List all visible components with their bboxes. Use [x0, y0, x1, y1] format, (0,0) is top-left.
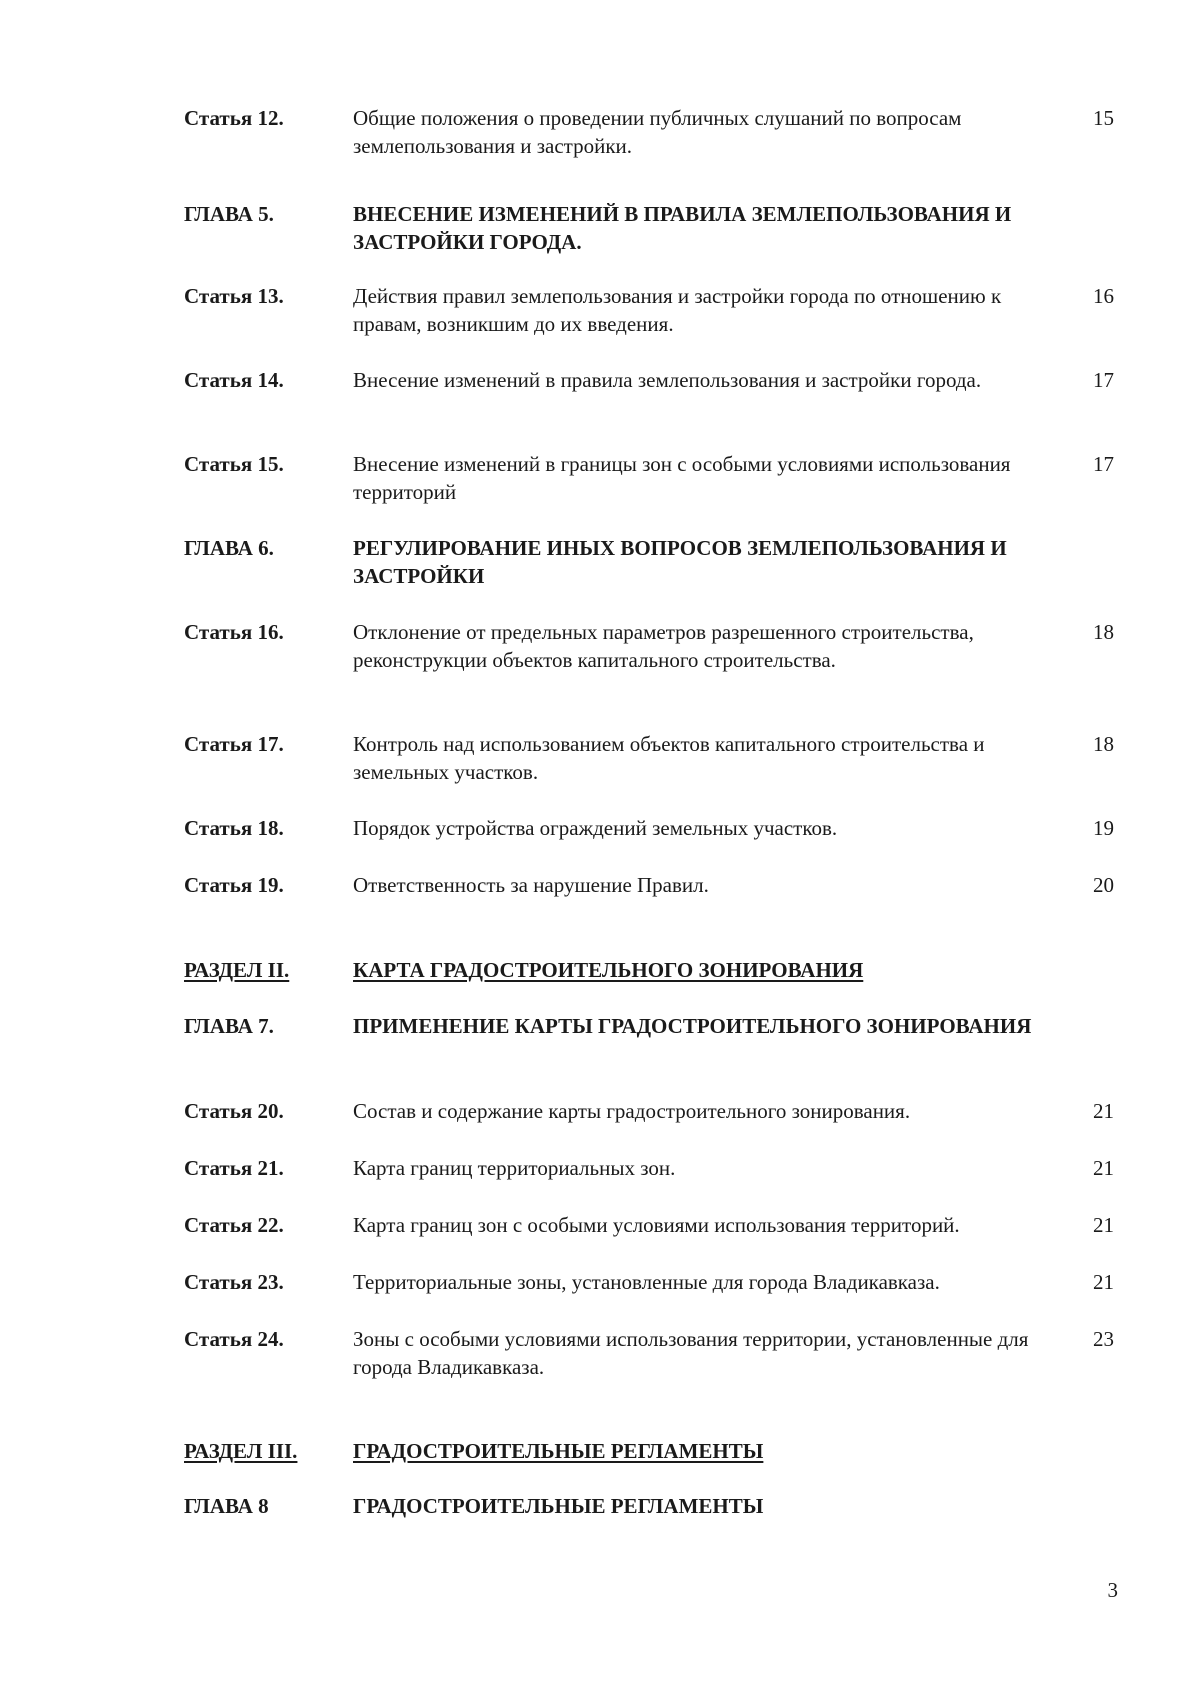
toc-label: Статья 16.	[184, 620, 284, 644]
toc-label: Статья 20.	[184, 1099, 284, 1123]
toc-page-number: 21	[1093, 1156, 1114, 1180]
toc-page-number: 15	[1093, 106, 1114, 130]
toc-page-number: 21	[1093, 1270, 1114, 1294]
toc-page-number: 18	[1093, 620, 1114, 644]
toc-title: ГРАДОСТРОИТЕЛЬНЫЕ РЕГЛАМЕНТЫ	[353, 1439, 764, 1463]
toc-label: Статья 19.	[184, 873, 284, 897]
toc-title: Состав и содержание карты градостроительного зонирования.	[353, 1099, 911, 1123]
toc-label: ГЛАВА 6.	[184, 536, 274, 560]
toc-title: Карта границ территориальных зон.	[353, 1156, 676, 1180]
page-number: 3	[1107, 1578, 1118, 1602]
toc-page-number: 21	[1093, 1099, 1114, 1123]
toc-label: Статья 24.	[184, 1327, 284, 1351]
toc-page-number: 19	[1093, 816, 1114, 840]
toc-page-number: 16	[1093, 284, 1114, 308]
toc-title: Карта границ зон с особыми условиями использования территорий.	[353, 1213, 960, 1237]
toc-label: ГЛАВА 5.	[184, 202, 274, 226]
toc-title: Зоны с особыми условиями использования территории, установленные для города Владикавказа.	[353, 1327, 1029, 1379]
toc-label: ГЛАВА 8	[184, 1494, 269, 1518]
toc-label: Статья 13.	[184, 284, 284, 308]
toc-title: Контроль над использованием объектов капитального строительства и земельных участков.	[353, 732, 985, 784]
toc-label: Статья 17.	[184, 732, 284, 756]
toc-page-number: 17	[1093, 368, 1114, 392]
toc-title: КАРТА ГРАДОСТРОИТЕЛЬНОГО ЗОНИРОВАНИЯ	[353, 958, 864, 982]
toc-label: РАЗДЕЛ III.	[184, 1439, 298, 1463]
toc-page-number: 21	[1093, 1213, 1114, 1237]
toc-page-number: 20	[1093, 873, 1114, 897]
toc-label: Статья 12.	[184, 106, 284, 130]
toc-label: Статья 21.	[184, 1156, 284, 1180]
toc-label: ГЛАВА 7.	[184, 1014, 274, 1038]
toc-label: Статья 14.	[184, 368, 284, 392]
toc-label: Статья 23.	[184, 1270, 284, 1294]
toc-title: Действия правил землепользования и застройки города по отношению к правам, возникшим до их введения.	[353, 284, 1002, 336]
toc-title: РЕГУЛИРОВАНИЕ ИНЫХ ВОПРОСОВ ЗЕМЛЕПОЛЬЗОВАНИЯ И ЗАСТРОЙКИ	[353, 536, 1007, 588]
toc-title: Отклонение от предельных параметров разрешенного строительства, реконструкции объектов капитального строительства.	[353, 620, 974, 672]
toc-page-number: 23	[1093, 1327, 1114, 1351]
toc-title: Внесение изменений в правила землепользования и застройки города.	[353, 368, 982, 392]
toc-title: Внесение изменений в границы зон с особыми условиями использования территорий	[353, 452, 1011, 504]
toc-label: РАЗДЕЛ II.	[184, 958, 290, 982]
toc-title: ГРАДОСТРОИТЕЛЬНЫЕ РЕГЛАМЕНТЫ	[353, 1494, 764, 1518]
toc-label: Статья 22.	[184, 1213, 284, 1237]
toc-page-number: 17	[1093, 452, 1114, 476]
toc-title: Общие положения о проведении публичных слушаний по вопросам землепользования и застройки.	[353, 106, 962, 158]
toc-title: ВНЕСЕНИЕ ИЗМЕНЕНИЙ В ПРАВИЛА ЗЕМЛЕПОЛЬЗОВАНИЯ И ЗАСТРОЙКИ ГОРОДА.	[353, 202, 1012, 254]
toc-title: Порядок устройства ограждений земельных участков.	[353, 816, 838, 840]
toc-page-number: 18	[1093, 732, 1114, 756]
toc-title: Ответственность за нарушение Правил.	[353, 873, 709, 897]
toc-title: ПРИМЕНЕНИЕ КАРТЫ ГРАДОСТРОИТЕЛЬНОГО ЗОНИРОВАНИЯ	[353, 1014, 1032, 1038]
toc-title: Территориальные зоны, установленные для города Владикавказа.	[353, 1270, 940, 1294]
toc-label: Статья 18.	[184, 816, 284, 840]
toc-label: Статья 15.	[184, 452, 284, 476]
